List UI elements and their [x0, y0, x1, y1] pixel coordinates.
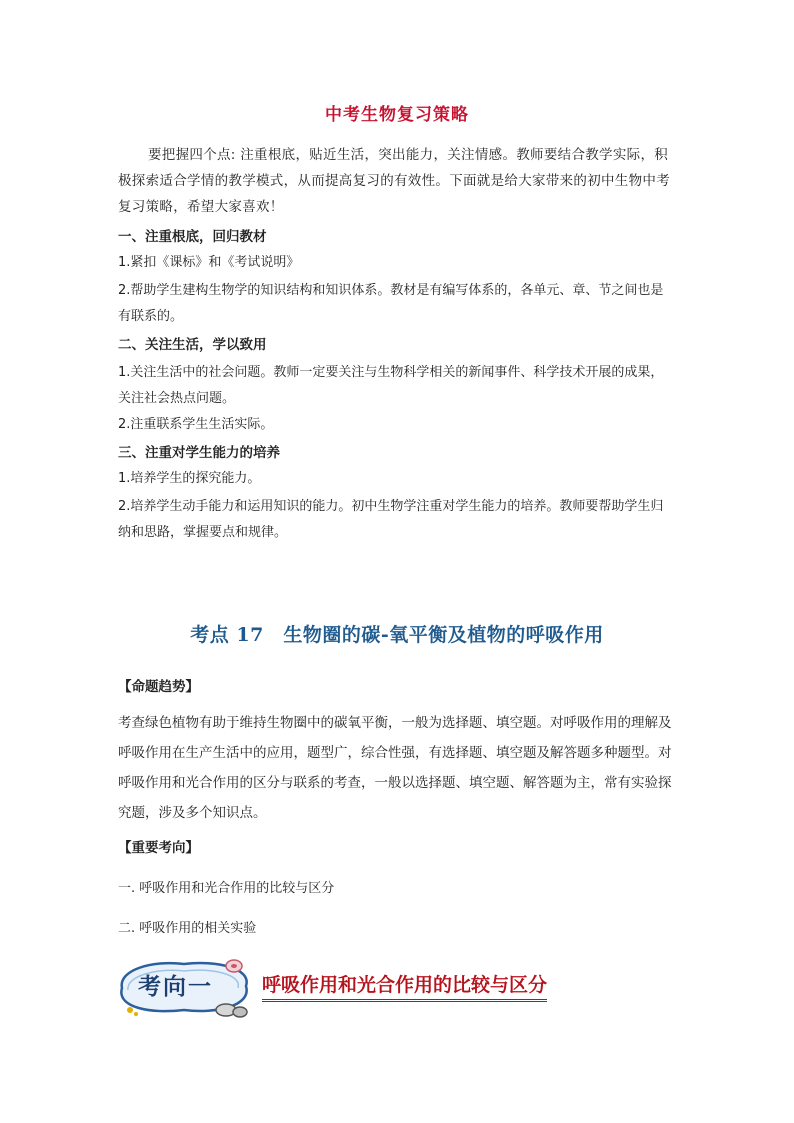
direction-item-1: 一. 呼吸作用和光合作用的比较与区分: [118, 881, 335, 896]
badge-text: 考向一: [138, 973, 213, 1000]
direction-label: 【重要考向】: [118, 840, 199, 856]
kaodian-title: 考点 17 生物圈的碳-氧平衡及植物的呼吸作用: [190, 624, 604, 646]
section-3-item-1: 1.培养学生的探究能力。: [118, 471, 261, 486]
kaoxiang-title: 呼吸作用和光合作用的比较与区分: [262, 970, 547, 1002]
section-heading-1: 一、注重根底，回归教材: [118, 229, 267, 245]
section-2-item-1: 1.关注生活中的社会问题。教师一定要关注与生物科学相关的新闻事件、科学技术开展的成果，关注社会热点问题。: [118, 365, 664, 406]
page-title: 中考生物复习策略: [325, 105, 469, 125]
kaoxiang-badge: [112, 952, 257, 1020]
section-1-item-1: 1.紧扣《课标》和《考试说明》: [118, 255, 300, 270]
intro-paragraph: 要把握四个点: 注重根底，贴近生活，突出能力，关注情感。教师要结合教学实际，积极探索适合学情的教学模式，从而提高复习的有效性。下面就是给大家带来的初中生物中考复习策略，希望大家喜欢！: [118, 147, 670, 215]
trend-label: 【命题趋势】: [118, 679, 199, 695]
section-3-item-2: 2.培养学生动手能力和运用知识的能力。初中生物学注重对学生能力的培养。教师要帮助学生归纳和思路，掌握要点和规律。: [118, 499, 664, 540]
section-heading-3: 三、注重对学生能力的培养: [118, 445, 280, 461]
section-heading-2: 二、关注生活，学以致用: [118, 337, 267, 353]
section-1-item-2: 2.帮助学生建构生物学的知识结构和知识体系。教材是有编写体系的，各单元、章、节之间也是有联系的。: [118, 283, 664, 324]
trend-paragraph: 考查绿色植物有助于维持生物圈中的碳氧平衡，一般为选择题、填空题。对呼吸作用的理解及呼吸作用在生产生活中的应用，题型广，综合性强，有选择题、填空题及解答题多种题型。对呼吸作用和光合作用的区分与联系的考查，一般以选择题、填空题、解答题为主，常有实验探究题，涉及多个知识点。: [118, 715, 672, 821]
direction-item-2: 二. 呼吸作用的相关实验: [118, 921, 257, 936]
section-2-item-2: 2.注重联系学生生活实际。: [118, 417, 274, 432]
